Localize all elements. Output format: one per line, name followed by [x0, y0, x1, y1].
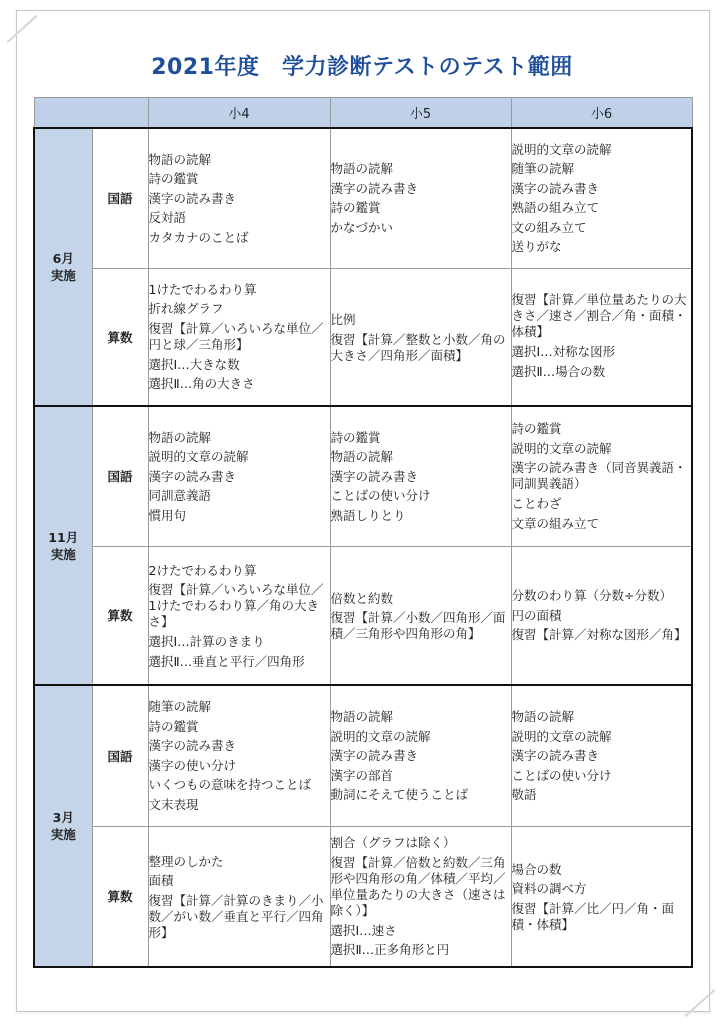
content-cell: [148, 406, 330, 546]
list-item: 詩の鑑賞: [330, 200, 381, 216]
list-item: 漢字の読み書き: [330, 468, 419, 484]
subject-cell: 算数: [92, 546, 148, 685]
list-item: 復習【計算／整数と小数／角の大きさ／四角形／面積】: [330, 331, 506, 363]
list-item: 復習【計算／単位量あたりの大きさ／速さ／割合／角・面積・体積】: [511, 292, 687, 340]
content-cell: [330, 826, 511, 967]
list-item: 慣用句: [148, 507, 187, 523]
list-item: 漢字の読み書き: [511, 748, 600, 763]
table-row: [34, 826, 692, 967]
content-cell: [330, 128, 511, 268]
list-item: 選択Ⅰ…大きな数: [148, 356, 240, 372]
content-cell: [330, 406, 511, 546]
list-item: 漢字の読み書き: [330, 180, 419, 196]
list-item: 場合の数: [511, 861, 562, 877]
list-item: ことわざ: [511, 496, 562, 512]
list-item: 物語の読解: [511, 709, 575, 724]
list-item: 選択Ⅰ…対称な図形: [511, 344, 616, 360]
subject-cell: 算数: [92, 268, 148, 406]
list-item: 折れ線グラフ: [148, 301, 224, 317]
list-item: 漢字の読み書き: [511, 180, 600, 196]
table-row: [34, 685, 692, 826]
list-item: 整理のしかた: [148, 853, 224, 869]
list-item: 円の面積: [511, 607, 562, 623]
list-item: 漢字の読み書き: [148, 468, 237, 484]
header-grade-5: 小5: [330, 98, 511, 129]
page-title: 2021年度 学力診断テストのテスト範囲: [151, 55, 573, 80]
list-item: 詩の鑑賞: [148, 718, 199, 734]
content-cell: [148, 546, 330, 685]
list-item: 復習【計算／いろいろな単位／1けたでわるわり算／角の大きさ】: [148, 582, 324, 630]
list-item: 選択Ⅰ…速さ: [330, 922, 397, 938]
month-cell: [34, 406, 92, 685]
list-item: 送りがな: [511, 239, 562, 255]
content-cell: [511, 128, 692, 268]
month-label: 6月: [52, 251, 74, 266]
month-cell: [34, 128, 92, 406]
list-item: 復習【計算／計算のきまり／小数／がい数／垂直と平行／四角形】: [148, 892, 324, 940]
list-item: 2けたでわるわり算: [148, 562, 257, 578]
content-cell: [330, 546, 511, 685]
header-corner: [34, 98, 148, 129]
list-item: 割合（グラフは除く）: [330, 835, 456, 850]
list-item: 反対語: [148, 210, 187, 225]
list-item: 選択Ⅱ…場合の数: [511, 363, 606, 379]
list-item: 復習【計算／比／円／角・面積・体積】: [511, 900, 675, 932]
list-item: 動詞にそえて使うことば: [330, 787, 469, 802]
list-item: 面積: [148, 873, 174, 889]
list-item: かなづかい: [330, 219, 394, 235]
list-item: 倍数と約数: [330, 590, 394, 606]
table-row: [34, 268, 692, 406]
content-cell: [511, 546, 692, 685]
content-cell: [511, 268, 692, 406]
list-item: 復習【計算／対称な図形／角】: [511, 627, 687, 642]
list-item: ことばの使い分け: [330, 488, 431, 503]
list-item: 分数のわり算（分数÷分数）: [511, 587, 672, 603]
list-item: 説明的文章の読解: [511, 728, 612, 744]
list-item: 1けたでわるわり算: [148, 281, 257, 297]
month-cell: [34, 685, 92, 967]
list-item: 選択Ⅱ…正多角形と円: [330, 942, 450, 957]
list-item: 復習【計算／倍数と約数／三角形や四角形の角／体積／平均／単位量あたりの大きさ（速さは除く）】: [330, 854, 506, 918]
list-item: 文末表現: [148, 797, 199, 812]
table-row: [34, 406, 692, 546]
content-cell: [330, 685, 511, 826]
table-row: [34, 128, 692, 268]
list-item: 同訓意義語: [148, 488, 212, 503]
content-cell: [330, 268, 511, 406]
list-item: 説明的文章の読解: [511, 440, 612, 456]
list-item: 随筆の読解: [148, 699, 212, 714]
list-item: 漢字の部首: [330, 767, 394, 783]
list-item: ことばの使い分け: [511, 767, 612, 783]
list-item: 物語の読解: [330, 161, 394, 177]
month-label: 11月: [48, 529, 79, 545]
list-item: 選択Ⅰ…計算のきまり: [148, 634, 265, 650]
month-suffix: 実施: [50, 268, 76, 283]
subject-cell: 算数: [92, 826, 148, 967]
list-item: 漢字の使い分け: [148, 757, 237, 773]
list-item: 随筆の読解: [511, 161, 575, 177]
list-item: 復習【計算／いろいろな単位／円と球／三角形】: [148, 320, 324, 352]
list-item: 説明的文章の読解: [148, 449, 249, 464]
list-item: 説明的文章の読解: [511, 141, 612, 157]
content-cell: [148, 268, 330, 406]
list-item: 物語の読解: [330, 709, 394, 724]
list-item: 敬語: [511, 787, 537, 802]
list-item: 選択Ⅱ…角の大きさ: [148, 376, 255, 392]
list-item: 物語の読解: [330, 449, 394, 464]
list-item: 漢字の読み書き（同音異義語・同訓異義語）: [511, 460, 687, 492]
month-suffix: 実施: [50, 546, 76, 562]
month-suffix: 実施: [50, 827, 76, 842]
list-item: いくつもの意味を持つことば: [148, 777, 312, 792]
content-cell: [511, 406, 692, 546]
list-item: 詩の鑑賞: [511, 421, 562, 437]
list-item: 資料の調べ方: [511, 881, 587, 897]
list-item: 比例: [330, 312, 356, 327]
list-item: 物語の読解: [148, 429, 212, 445]
content-cell: [148, 826, 330, 967]
list-item: 選択Ⅱ…垂直と平行／四角形: [148, 653, 305, 669]
list-item: 熟語の組み立て: [511, 200, 600, 216]
subject-cell: 国語: [92, 406, 148, 546]
list-item: 復習【計算／小数／四角形／面積／三角形や四角形の角】: [330, 610, 506, 641]
test-range-table: [33, 97, 693, 968]
content-cell: [148, 128, 330, 268]
list-item: 漢字の読み書き: [330, 748, 419, 763]
list-item: 漢字の読み書き: [148, 190, 237, 206]
month-label: 3月: [52, 810, 74, 825]
list-item: 詩の鑑賞: [330, 429, 381, 445]
content-cell: [511, 826, 692, 967]
list-item: 詩の鑑賞: [148, 171, 199, 186]
list-item: 文の組み立て: [511, 219, 587, 235]
header-grade-6: 小6: [511, 98, 692, 129]
content-cell: [511, 685, 692, 826]
list-item: 熟語しりとり: [330, 507, 406, 523]
subject-cell: 国語: [92, 685, 148, 826]
table-row: [34, 546, 692, 685]
content-cell: [148, 685, 330, 826]
list-item: 漢字の読み書き: [148, 738, 237, 753]
subject-cell: 国語: [92, 128, 148, 268]
list-item: 物語の読解: [148, 151, 212, 167]
list-item: 説明的文章の読解: [330, 728, 431, 744]
list-item: 文章の組み立て: [511, 515, 600, 531]
header-grade-4: 小4: [148, 98, 330, 129]
list-item: カタカナのことば: [148, 229, 249, 245]
